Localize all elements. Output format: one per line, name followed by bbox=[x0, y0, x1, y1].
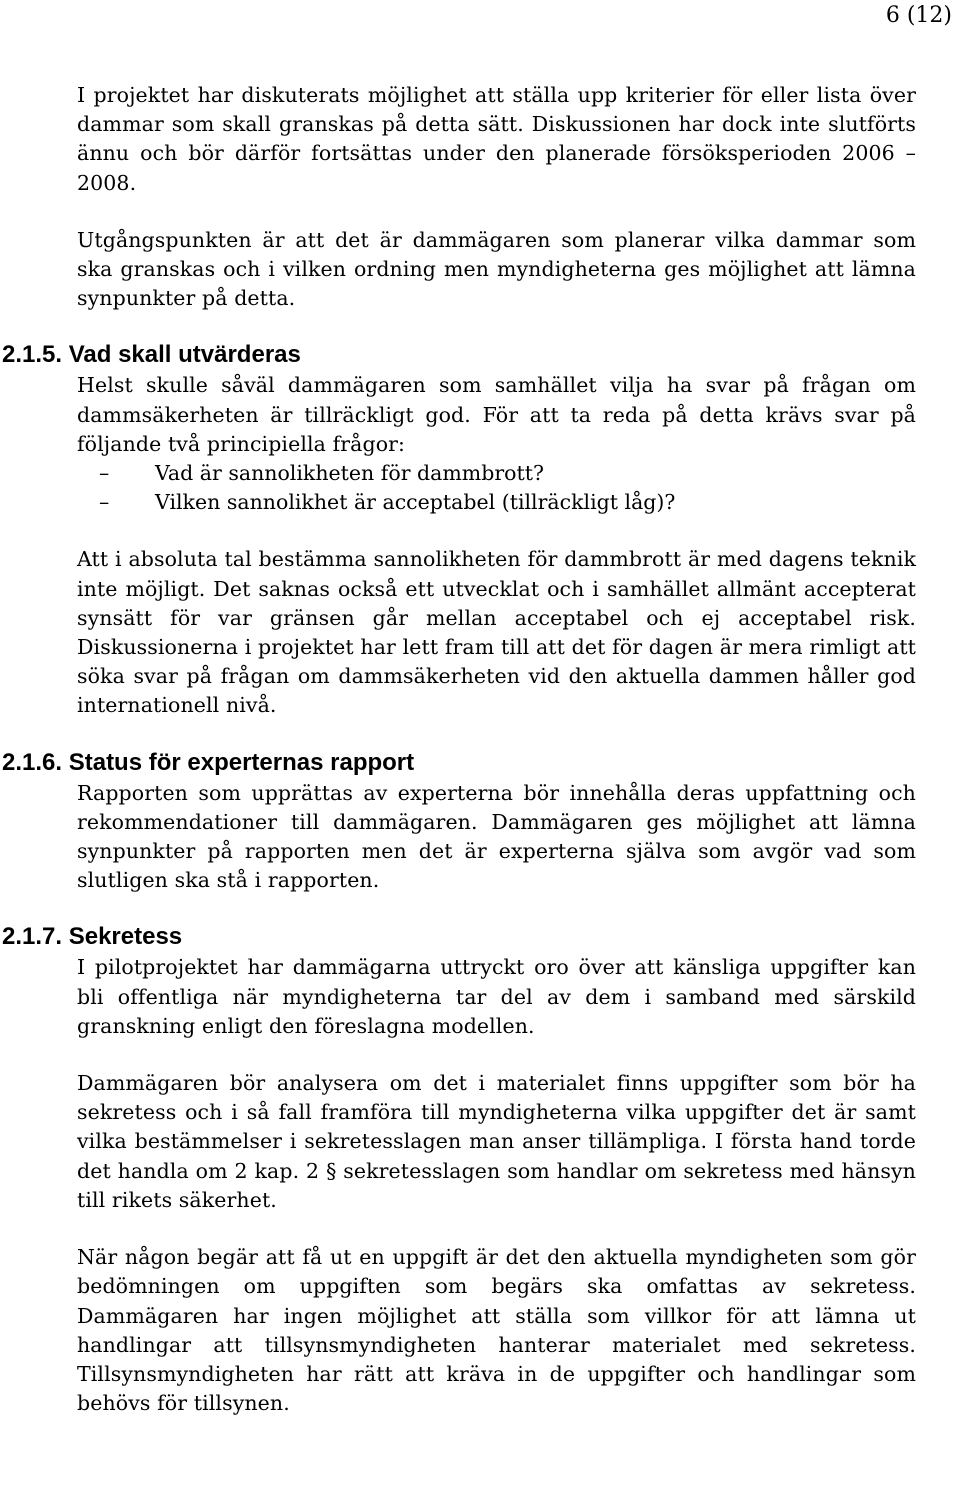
document-body bbox=[2, 81, 916, 1418]
paragraph-absolute-terms: Att i absoluta tal bestämma sannolikheten för dammbrott är med dagens teknik inte möjligt. Det saknas också ett utvecklat och i samhället allmänt accepterat synsätt för var gränsen går mellan acceptabel och ej acceptabel risk. Diskussionerna i projektet har lett fram till att det för dagen är mera rimligt att söka svar på frågan om dammsäkerheten vid den aktuella dammen håller god internationell nivå. bbox=[77, 547, 916, 718]
list-item bbox=[77, 459, 916, 488]
paragraph-disclosure: När någon begär att få ut en uppgift är det den aktuella myndigheten som gör bedömningen om uppgiften som begärs ska omfattas av sekretess. Dammägaren har ingen möjlighet att ställa som villkor för att lämna ut handlingar att tillsynsmyndigheten hanterar materialet med sekretess. Tillsynsmyndigheten har rätt att kräva in de uppgifter och handlingar som behövs för tillsynen. bbox=[77, 1245, 916, 1416]
paragraph-criteria: I projektet har diskuterats möjlighet att ställa upp kriterier för eller lista över dammar som skall granskas på detta sätt. Diskussionen har dock inte slutförts ännu och bör därför fortsättas under den planerade försöksperioden 2006 – 2008. bbox=[77, 83, 916, 195]
paragraph-report-status: Rapporten som upprättas av experterna bör innehålla deras uppfattning och rekommendationer till dammägaren. Dammägaren ges möjlighet att lämna synpunkter på rapporten men det är experterna själva som avgör vad som slutligen ska stå i rapporten. bbox=[77, 780, 916, 893]
section-heading-2-1-7: 2.1.7. Sekretess bbox=[2, 923, 183, 951]
paragraph-starting-point: Utgångspunkten är att det är dammägaren som planerar vilka dammar som ska granskas och i vilken ordning men myndigheterna ges möjlighet att lämna synpunkter på detta. bbox=[77, 227, 916, 311]
paragraph-pilot-concerns: I pilotprojektet har dammägarna uttryckt oro över att känsliga uppgifter kan bli offentliga när myndigheterna tar del av dem i samband med särskild granskning enligt den föreslagna modellen. bbox=[77, 955, 916, 1038]
dash-bullet: – bbox=[99, 490, 110, 515]
paragraph-analysis: Dammägaren bör analysera om det i materialet finns uppgifter som bör ha sekretess och i så fall framföra till myndigheterna vilka uppgifter det är samt vilka bestämmelser i sekretesslagen man anser tillämpliga. I första hand torde det handla om 2 kap. 2 § sekretesslagen som handlar om sekretess med hänsyn till rikets säkerhet. bbox=[77, 1071, 916, 1212]
question-list bbox=[77, 459, 916, 517]
dash-bullet: – bbox=[99, 461, 110, 486]
list-item-text: Vad är sannolikheten för dammbrott? bbox=[155, 461, 544, 486]
list-item-text: Vilken sannolikhet är acceptabel (tillräckligt låg)? bbox=[155, 490, 676, 515]
paragraph-what-to-evaluate: Helst skulle såväl dammägaren som samhället vilja ha svar på frågan om dammsäkerheten är tillräckligt god. För att ta reda på detta krävs svar på följande två principiella frågor: bbox=[77, 373, 916, 456]
section-heading-2-1-6: 2.1.6. Status för experternas rapport bbox=[2, 748, 415, 776]
list-item bbox=[77, 488, 916, 517]
section-heading-2-1-5: 2.1.5. Vad skall utvärderas bbox=[2, 341, 301, 369]
page-number: 6 (12) bbox=[885, 3, 952, 28]
